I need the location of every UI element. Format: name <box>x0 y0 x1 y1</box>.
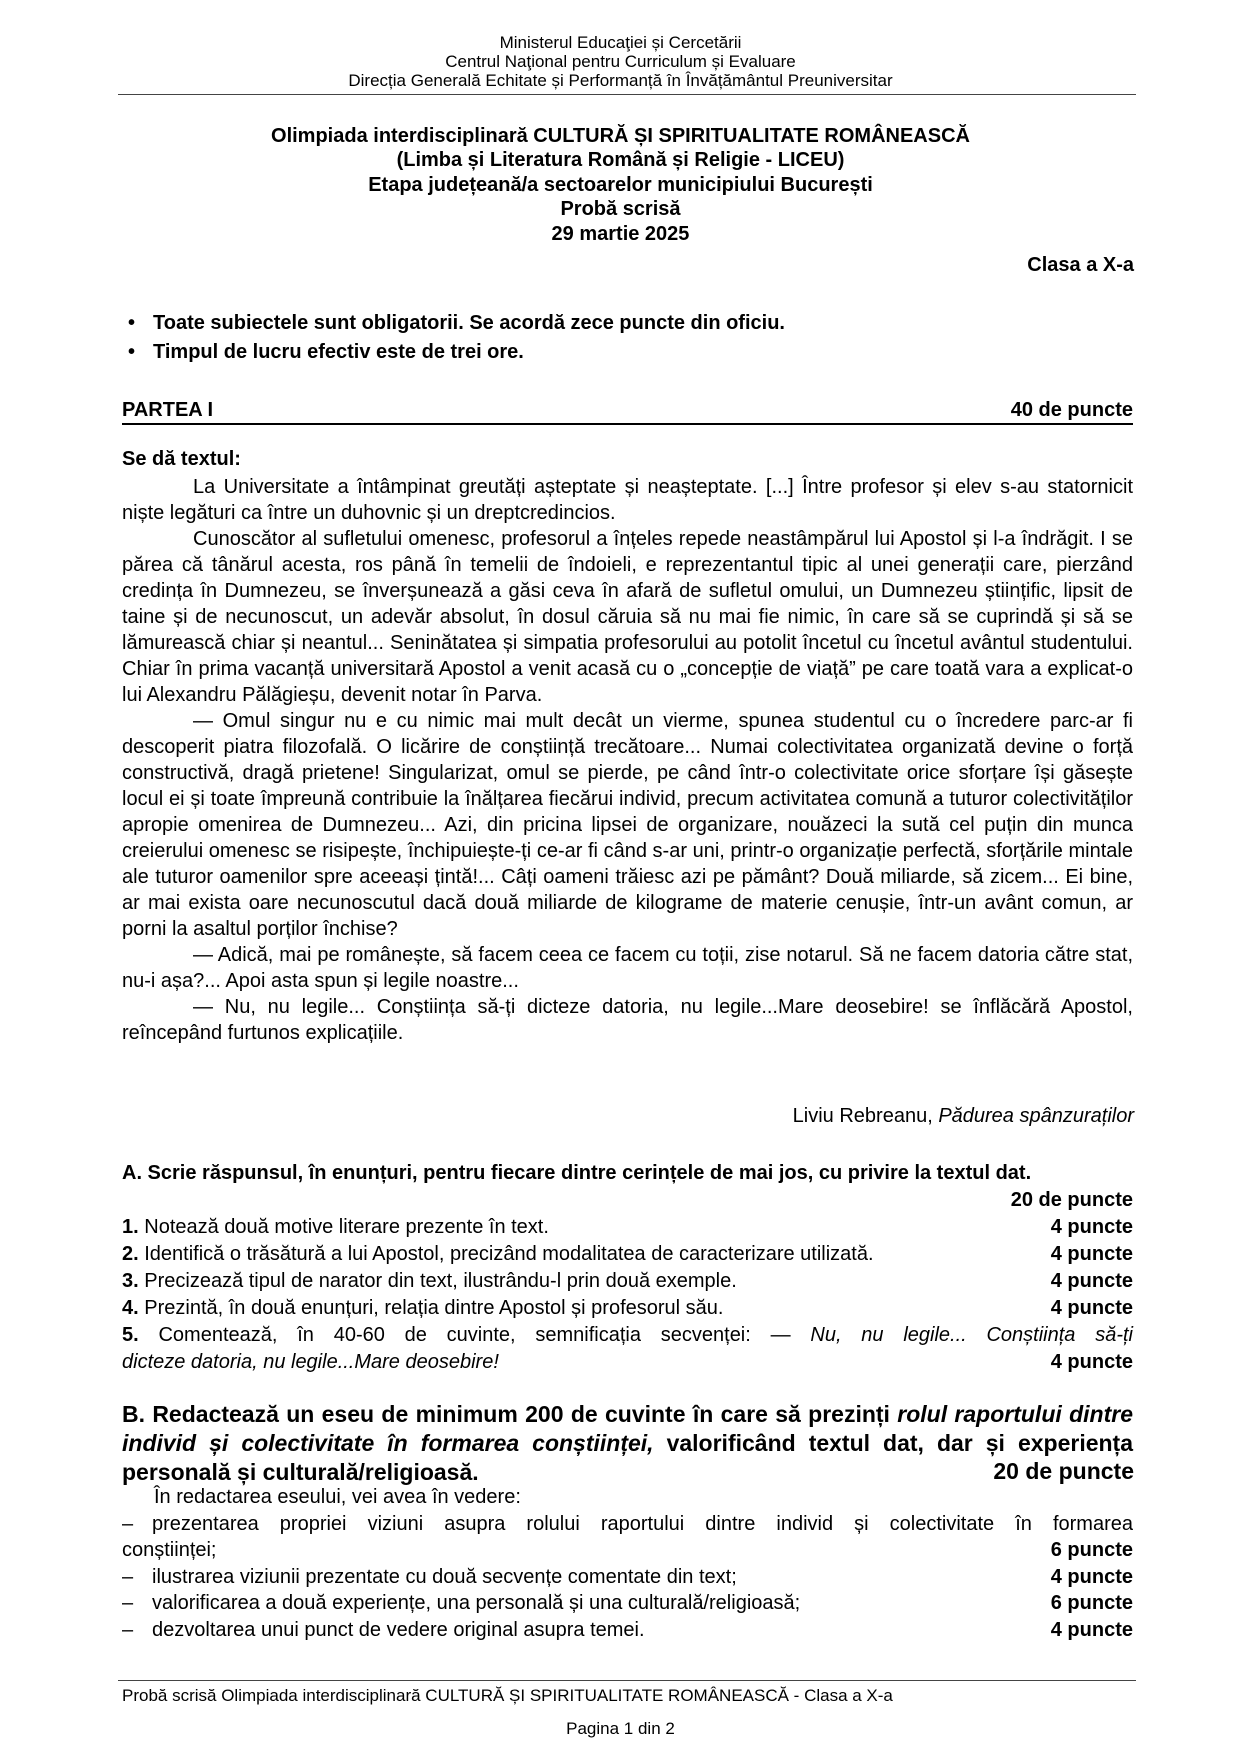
stage-title: Etapa județeană/a sectoarelor municipiului București <box>368 174 873 196</box>
question-quote: dicteze datoria, nu legile...Mare deosebire! <box>122 1351 499 1373</box>
section-a-points: 20 de puncte <box>1010 1189 1133 1211</box>
question-number: 1. <box>122 1216 139 1238</box>
question-item <box>122 1214 1133 1241</box>
criterion-points: 4 puncte <box>1050 1565 1133 1588</box>
essay-criteria <box>122 1484 1133 1643</box>
essay-theme: rolul raportului dintre individ și colectivitate în formarea conștiinței, <box>122 1401 1133 1456</box>
instructions-list <box>145 309 785 367</box>
text-paragraph: — Omul singur nu e cu nimic mai mult decât un vierme, spunea studentul cu o încredere parc-ar fi descoperit piatra filozofală. O licărire de conștiință trecătoare... Numai colectivitatea organizată devine o forță constructivă, dragă prietene! Singularizat, omul se pierde, pe când într-o colectivitate orice sforțare își găsește locul ei și toate împreună contribuie la înălțarea fiecărui individ, precum activitatea comună a tuturor colectivităților apropie omenirea de Dumnezeu... Azi, din pricina lipsei de organizare, nouăzeci la sută cel puțin din munca creierului omenesc se risipește, închipuiește-ți ce-ar fi când s-ar uni, printr-o organizație perfectă, sforțările mintale ale tuturor oamenilor spre aceeași țintă!... Câți oameni trăiesc azi pe pământ? Două miliarde, să zicem... Ei bine, ar mai exista oare necunoscutul dacă două miliarde de kilograme de materie cenușie, într-un avânt comun, ar porni la asaltul porților închise? <box>122 710 1133 940</box>
section-a <box>122 1160 1133 1376</box>
question-number: 3. <box>122 1270 139 1292</box>
part-heading <box>122 399 1133 425</box>
question-item <box>122 1268 1133 1295</box>
question-text: Prezintă, în două enunțuri, relația dintre Apostol și profesorul său. <box>144 1297 724 1319</box>
criterion-points: 4 puncte <box>1050 1618 1133 1641</box>
criterion-text: – dezvoltarea unui punct de vedere original asupra temei. <box>152 1618 645 1641</box>
page-number: Pagina 1 din 2 <box>566 1719 675 1738</box>
criterion-text: conștiinței; <box>122 1539 217 1561</box>
olympiad-title: Olimpiada interdisciplinară CULTURĂ ȘI SPIRITUALITATE ROMÂNEASCĂ <box>271 125 970 147</box>
exam-date: 29 martie 2025 <box>551 223 690 245</box>
criterion-points: 6 puncte <box>1050 1539 1133 1561</box>
essay-task-rest: valorificând textul dat, dar și experiența personală și culturală/religioasă. <box>122 1430 1133 1485</box>
question-points: 4 puncte <box>1050 1243 1133 1265</box>
part-points: 40 de puncte <box>1010 399 1133 421</box>
criterion-text: – ilustrarea viziunii prezentate cu două secvențe comentate din text; <box>152 1565 737 1588</box>
criterion-item <box>122 1564 1133 1591</box>
footer-text: Probă scrisă Olimpiada interdisciplinară CULTURĂ ȘI SPIRITUALITATE ROMÂNEASCĂ - Clasa a X-a <box>122 1686 893 1705</box>
criterion-item <box>122 1590 1133 1617</box>
criterion-item <box>122 1537 1133 1564</box>
text-paragraph: — Adică, mai pe românește, să facem ceea ce facem cu toții, zise notarul. Să ne facem datoria către stat, nu-i așa?... Apoi asta spun și legile noastre... <box>122 944 1133 992</box>
criterion-item <box>122 1617 1133 1644</box>
question-text: Precizează tipul de narator din text, ilustrându-l prin două exemple. <box>144 1270 737 1292</box>
section-a-heading: A. Scrie răspunsul, în enunțuri, pentru fiecare dintre cerințele de mai jos, cu privire la textul dat. <box>122 1162 1032 1184</box>
literary-text <box>122 474 1133 1046</box>
source-title: Pădurea spânzuraților <box>938 1105 1134 1127</box>
question-text: Identifică o trăsătură a lui Apostol, precizând modalitatea de caracterizare utilizată. <box>144 1243 874 1265</box>
section-b-points: 20 de puncte <box>993 1458 1134 1484</box>
text-paragraph: — Nu, nu legile... Conștiința să-ți dicteze datoria, nu legile...Mare deosebire! se înflăcără Apostol, reîncepând furtunos explicațiile. <box>122 996 1133 1044</box>
question-text: Notează două motive literare prezente în text. <box>144 1216 549 1238</box>
instruction-item: • Toate subiectele sunt obligatorii. Se acordă zece puncte din oficiu. <box>145 309 785 338</box>
class-label: Clasa a X-a <box>1027 254 1134 276</box>
question-quote: Nu, nu legile... Conștiința să-ți <box>810 1324 1133 1346</box>
question-item <box>122 1241 1133 1268</box>
ministry-name: Ministerul Educaţiei și Cercetării <box>499 33 742 52</box>
question-item <box>122 1322 1133 1376</box>
text-paragraph: La Universitate a întâmpinat greutăți așteptate și neașteptate. [...] Între profesor și elev s-au statornicit niște legături ca între un duhovnic și un dreptcredincios. <box>122 476 1133 524</box>
text-source <box>793 1105 1134 1128</box>
instruction-item: • Timpul de lucru efectiv este de trei ore. <box>145 338 785 367</box>
header-rule <box>118 94 1136 95</box>
footer-rule <box>118 1680 1136 1681</box>
section-b <box>122 1400 1133 1487</box>
question-text: Comentează, în 40-60 de cuvinte, semnificația secvenței: — <box>158 1324 811 1346</box>
source-author: Liviu Rebreanu, <box>792 1105 939 1127</box>
essay-task: B. Redactează un eseu de minimum 200 de cuvinte în care să prezinți <box>122 1401 898 1427</box>
criterion-points: 6 puncte <box>1050 1592 1133 1614</box>
question-item <box>122 1295 1133 1322</box>
criteria-intro: În redactarea eseului, vei avea în vedere: <box>154 1486 521 1508</box>
directorate-name: Direcția Generală Echitate și Performanță în Învățământul Preuniversitar <box>348 71 893 90</box>
center-name: Centrul Naţional pentru Curriculum și Evaluare <box>445 52 796 71</box>
question-points: 4 puncte <box>1050 1270 1133 1292</box>
question-number: 2. <box>122 1243 139 1265</box>
text-paragraph: Cunoscător al sufletului omenesc, profesorul a înțeles repede neastâmpărul lui Apostol și l-a îndrăgit. I se părea că tânărul acesta, ros până în temelii de îndoieli, e reprezentantul tipic al unei generații care, pierzând credința în Dumnezeu, se înverșunează a găsi ceva în afară de sufletul omului, un Dumnezeu științific, lipsit de taine și de necunoscut, un adevăr absolut, în dosul căruia să nu mai fie nimic, în care să se cuprindă și să se lămurească chiar și neantul... Seninătatea și simpatia profesorului au potolit încetul cu încetul avântul studentului. Chiar în prima vacanță universitară Apostol a venit acasă cu o „concepție de viață” pe care toată vara a explicat-o lui Alexandru Pălăgieșu, devenit notar în Parva. <box>122 528 1133 706</box>
question-points: 4 puncte <box>1050 1351 1133 1373</box>
criterion-item: – prezentarea propriei viziuni asupra rolului raportului dintre individ și colectivitate în formarea <box>122 1511 1133 1538</box>
question-points: 4 puncte <box>1050 1216 1133 1238</box>
question-number: 5. <box>122 1324 139 1346</box>
question-points: 4 puncte <box>1050 1297 1133 1319</box>
exam-type: Probă scrisă <box>560 198 681 220</box>
part-title: PARTEA I <box>122 399 214 421</box>
criterion-text: – valorificarea a două experiențe, una personală și una culturală/religioasă; <box>152 1592 801 1614</box>
olympiad-subtitle: (Limba și Literatura Română și Religie - LICEU) <box>396 149 845 171</box>
question-number: 4. <box>122 1297 139 1319</box>
text-intro: Se dă textul: <box>122 448 241 470</box>
